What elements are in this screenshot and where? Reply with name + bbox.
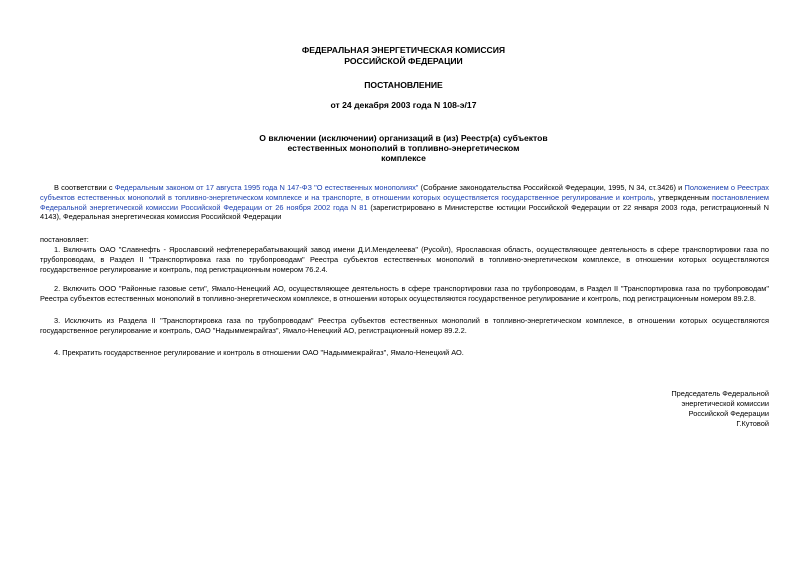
resolution-item-3-text: 3. Исключить из Раздела II "Транспортировка газа по трубопроводам" Реестра субъектов естественных монополий в топливно-энергетическом комплексе, в отношении которых осуществляются государственное регулирование и контроль, ОАО "Надыммежрайгаз", Ямало-Ненецкий АО, регистрационный номер 89.2.2. bbox=[40, 316, 769, 335]
commission-name-line1: ФЕДЕРАЛЬНАЯ ЭНЕРГЕТИЧЕСКАЯ КОМИССИЯ bbox=[301, 45, 506, 55]
document-title-line2: естественных монополий в топливно-энергетическом bbox=[287, 143, 520, 153]
preamble-paragraph bbox=[40, 183, 769, 222]
commission-name-line2: РОССИЙСКОЙ ФЕДЕРАЦИИ bbox=[344, 56, 463, 66]
signature-line-1: Председатель Федеральной bbox=[671, 389, 769, 398]
resolution-item-1 bbox=[40, 245, 769, 274]
resolution-item-3 bbox=[40, 316, 769, 336]
preamble-text-4: (зарегистрировано в Министерстве юстиции Российской Федерации от 22 января 2003 года, регистрационный N 4143), Федеральная энергетическая комиссия Российской Федерации bbox=[40, 202, 769, 222]
preamble-text-3: , утвержденным bbox=[653, 192, 712, 202]
resolution-item-4-text: 4. Прекратить государственное регулирование и контроль в отношении ОАО "Надыммежрайгаз", Ямало-Ненецкий АО. bbox=[54, 348, 464, 357]
signature-line-2: энергетической комиссии bbox=[681, 399, 769, 408]
document-title-line1: О включении (исключении) организаций в (из) Реестр(а) субъектов bbox=[259, 133, 548, 143]
resolution-item-2 bbox=[40, 284, 769, 304]
resolution-item-1-text: 1. Включить ОАО "Славнефть - Ярославский нефтеперерабатывающий завод имени Д.И.Менделеева" (Русойл), Ярославская область, осуществляющее деятельность в сфере транспортировки газа по трубопроводам, в Раздел II "Транспортировка газа по трубопроводам" Реестра субъектов естественных монополий в топливно-энергетическом комплексе, в отношении которых осуществляются государственное регулирование и контроль, под регистрационным номером 76.2.4. bbox=[40, 245, 769, 274]
signature-line-3: Российской Федерации bbox=[688, 409, 769, 418]
document-date-number: от 24 декабря 2003 года N 108-э/17 bbox=[330, 100, 477, 110]
document-type: ПОСТАНОВЛЕНИЕ bbox=[364, 80, 443, 90]
signature-block bbox=[569, 389, 769, 429]
signatory-name: Г.Кутовой bbox=[736, 419, 769, 428]
resolution-item-4 bbox=[40, 348, 769, 358]
resolves-label: постановляет: bbox=[40, 235, 89, 244]
preamble-text-1: В соответствии с bbox=[54, 183, 115, 192]
preamble-text-2: (Собрание законодательства Российской Федерации, 1995, N 34, ст.3426) и bbox=[418, 183, 685, 192]
resolution-item-2-text: 2. Включить ООО "Районные газовые сети", Ямало-Ненецкий АО, осуществляющее деятельность в сфере транспортировки газа по трубопроводам, в Раздел II "Транспортировка газа по трубопроводам" Реестра субъектов естественных монополий в топливно-энергетическом комплексе, в отношении которых осуществляются государственное регулирование и контроль, под регистрационным номером 89.2.8. bbox=[40, 284, 769, 303]
federal-law-link[interactable]: Федеральным законом от 17 августа 1995 года N 147-ФЗ "О естественных монополиях" bbox=[114, 183, 419, 192]
fek-resolution-link[interactable]: постановлением Федеральной энергетической комиссии Российской Федерации от 26 ноября 2002 года N 81 bbox=[40, 192, 769, 212]
document-title-line3: комплексе bbox=[381, 153, 426, 163]
registry-regulation-link[interactable]: Положением о Реестрах субъектов естественных монополий в топливно-энергетическом комплексе и на транспорте, в отношении которых осуществляется государственное регулирование и контроль bbox=[40, 183, 769, 202]
